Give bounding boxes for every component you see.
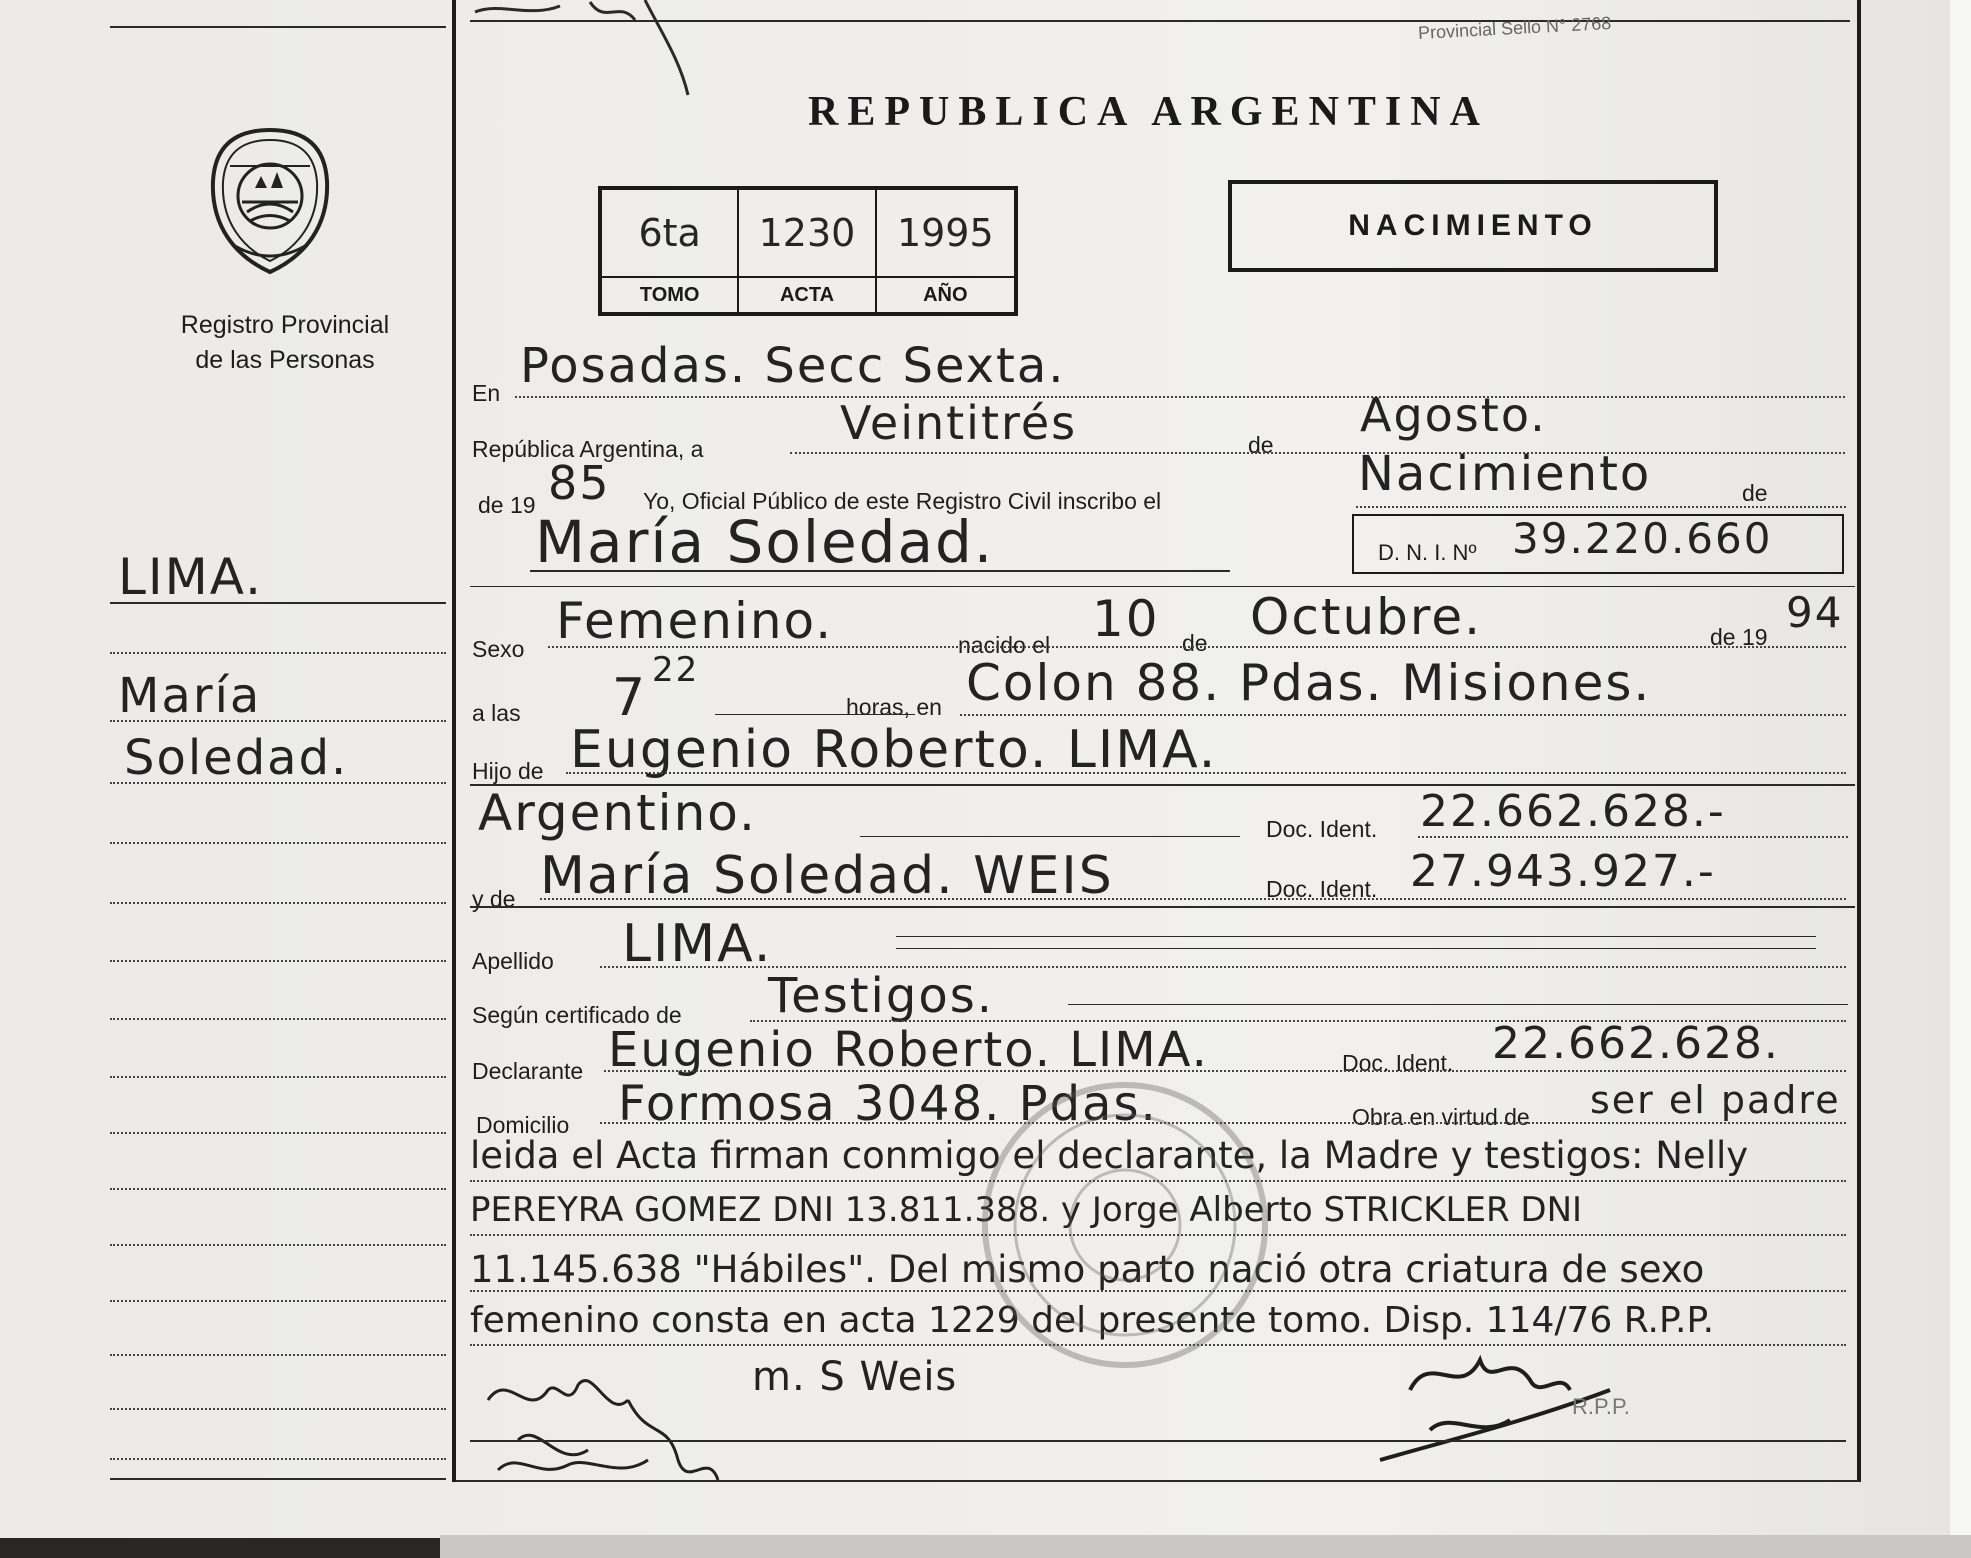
form-line xyxy=(530,570,1230,572)
apellido-label: Apellido xyxy=(472,948,554,974)
margin-dotline xyxy=(110,1408,446,1410)
acta-label: ACTA xyxy=(739,276,876,312)
form-dotline xyxy=(548,646,1846,648)
margin-dotline xyxy=(110,1018,446,1020)
form-line xyxy=(470,586,1855,587)
dni-label: D. N. I. Nº xyxy=(1378,540,1477,565)
margin-given-1: María xyxy=(118,668,262,724)
margin-dotline xyxy=(110,842,446,844)
margin-dotline xyxy=(110,1076,446,1078)
top-stamp: Provincial Sello N° 2768 xyxy=(1417,12,1612,44)
mother-doc: 27.943.927.- xyxy=(1410,846,1716,897)
segun-value: Testigos. xyxy=(768,968,994,1024)
page-bottom-line xyxy=(456,1480,1860,1482)
margin-dotline xyxy=(110,1132,446,1134)
margin-bottom-line xyxy=(110,1478,446,1480)
margin-dotline xyxy=(110,782,446,784)
republica-label: República Argentina, a xyxy=(472,436,704,462)
background-strip-light xyxy=(440,1535,1971,1558)
de-label-3: de xyxy=(1182,630,1208,656)
birth-year: 94 xyxy=(1786,588,1844,637)
notes-line-3: 11.145.638 "Hábiles". Del mismo parto nació otra criatura de sexo xyxy=(470,1248,1705,1291)
record-type-label: NACIMIENTO xyxy=(1348,209,1598,242)
notes-line-4: femenino consta en acta 1229 del presente tomo. Disp. 114/76 R.P.P. xyxy=(470,1300,1715,1341)
oficial-text: Yo, Oficial Público de este Registro Civil inscribo el xyxy=(643,488,1162,514)
sexo-value: Femenino. xyxy=(556,592,834,650)
document-title: REPUBLICA ARGENTINA xyxy=(808,89,1489,135)
record-id-grid xyxy=(598,186,1018,316)
doc-label-2: Doc. Ident. xyxy=(1266,876,1378,902)
de-label: de xyxy=(1248,432,1274,458)
domicilio-value: Formosa 3048. Pdas. xyxy=(618,1076,1158,1132)
margin-dotline xyxy=(110,720,446,722)
margin-dotline xyxy=(110,902,446,904)
declarante-value: Eugenio Roberto. LIMA. xyxy=(608,1022,1209,1078)
margin-top-line xyxy=(110,26,446,28)
form-dotline xyxy=(604,1070,1846,1072)
signature-mother: m. S Weis xyxy=(752,1354,958,1400)
doc-label-3: Doc. Ident. xyxy=(1342,1050,1454,1076)
margin-dotline xyxy=(110,1354,446,1356)
form-dotline xyxy=(1418,836,1848,838)
birth-day: 10 xyxy=(1092,590,1160,648)
obra-label: Obra en virtud de xyxy=(1352,1104,1530,1130)
apellido-value: LIMA. xyxy=(622,914,773,974)
record-type-box xyxy=(1228,180,1718,272)
yde-label: y de xyxy=(472,886,516,912)
signature-father xyxy=(478,1360,738,1490)
form-dotline xyxy=(540,898,1846,900)
de-label-2: de xyxy=(1742,480,1768,506)
acta-value: 1230 xyxy=(739,190,876,276)
birth-month: Octubre. xyxy=(1250,588,1482,646)
form-dotline xyxy=(1356,506,1846,508)
form-line xyxy=(715,714,915,715)
tomo-value: 6ta xyxy=(602,190,739,276)
day-value: Veintitrés xyxy=(840,396,1078,450)
form-dotline xyxy=(790,452,1845,454)
page-edge xyxy=(1950,0,1971,1558)
domicilio-label: Domicilio xyxy=(476,1112,570,1138)
obra-value: ser el padre xyxy=(1590,1078,1841,1122)
margin-dotline xyxy=(110,960,446,962)
margin-dotline xyxy=(110,1188,446,1190)
declarante-doc: 22.662.628. xyxy=(1492,1018,1780,1069)
notes-line-1: leida el Acta firman conmigo el declarante, la Madre y testigos: Nelly xyxy=(470,1134,1749,1177)
anio-value: 1995 xyxy=(896,211,994,255)
mother-name: María Soledad. WEIS xyxy=(540,846,1114,906)
a-las-label: a las xyxy=(472,700,521,726)
notes-line-2: PEREYRA GOMEZ DNI 13.811.388. y Jorge Alberto STRICKLER DNI xyxy=(470,1190,1583,1230)
form-line xyxy=(896,936,1816,937)
en-value: Posadas. Secc Sexta. xyxy=(520,338,1066,394)
declarante-label: Declarante xyxy=(472,1058,584,1084)
dni-value: 39.220.660 xyxy=(1512,514,1773,563)
nacido-label: nacido el xyxy=(958,632,1051,658)
official-stamp-icon xyxy=(975,1075,1275,1375)
horas-label: horas, en xyxy=(846,694,942,720)
month-value: Agosto. xyxy=(1360,388,1547,442)
form-dotline xyxy=(566,772,1846,774)
sexo-label: Sexo xyxy=(472,636,525,662)
inscribo-value: Nacimiento xyxy=(1358,446,1652,502)
registry-name xyxy=(150,308,420,378)
form-dotline xyxy=(960,714,1846,716)
tomo-label: TOMO xyxy=(602,276,739,312)
year-value: 85 xyxy=(548,456,611,510)
minute-value: 22 xyxy=(652,650,700,690)
place-value: Colon 88. Pdas. Misiones. xyxy=(966,654,1652,712)
registry-line-2: de las Personas xyxy=(195,346,375,374)
margin-dotline xyxy=(110,652,446,654)
right-rule xyxy=(1857,0,1861,1482)
province-seal-icon xyxy=(205,126,335,276)
segun-label: Según certificado de xyxy=(472,1002,682,1028)
child-name: María Soledad. xyxy=(535,508,995,576)
year-prefix: de 19 xyxy=(478,492,536,518)
bottom-stamp: R.P.P. xyxy=(1572,1394,1630,1419)
margin-dotline xyxy=(110,1300,446,1302)
anio-label: AÑO xyxy=(877,276,1014,312)
father-name: Eugenio Roberto. LIMA. xyxy=(570,720,1218,780)
father-doc: 22.662.628.- xyxy=(1420,786,1726,837)
form-bottom-line xyxy=(470,1440,1846,1442)
background-strip xyxy=(0,1538,440,1558)
margin-surname: LIMA. xyxy=(118,548,263,606)
margin-line xyxy=(110,602,446,604)
form-line xyxy=(470,906,1855,908)
form-line xyxy=(896,948,1816,949)
top-signature xyxy=(470,0,770,100)
father-nationality: Argentino. xyxy=(478,784,757,842)
margin-rule xyxy=(452,0,456,1482)
margin-dotline xyxy=(110,1458,446,1460)
doc-label-1: Doc. Ident. xyxy=(1266,816,1378,842)
form-line xyxy=(1068,1004,1848,1005)
en-label: En xyxy=(472,380,501,406)
birth-year-prefix: de 19 xyxy=(1710,624,1768,650)
margin-given-2: Soledad. xyxy=(124,730,349,786)
hour-value: 7 xyxy=(612,668,648,728)
registry-line-1: Registro Provincial xyxy=(180,311,390,339)
form-dotline xyxy=(515,396,1845,398)
hijo-label: Hijo de xyxy=(472,758,544,784)
margin-dotline xyxy=(110,1244,446,1246)
form-line xyxy=(860,836,1240,837)
